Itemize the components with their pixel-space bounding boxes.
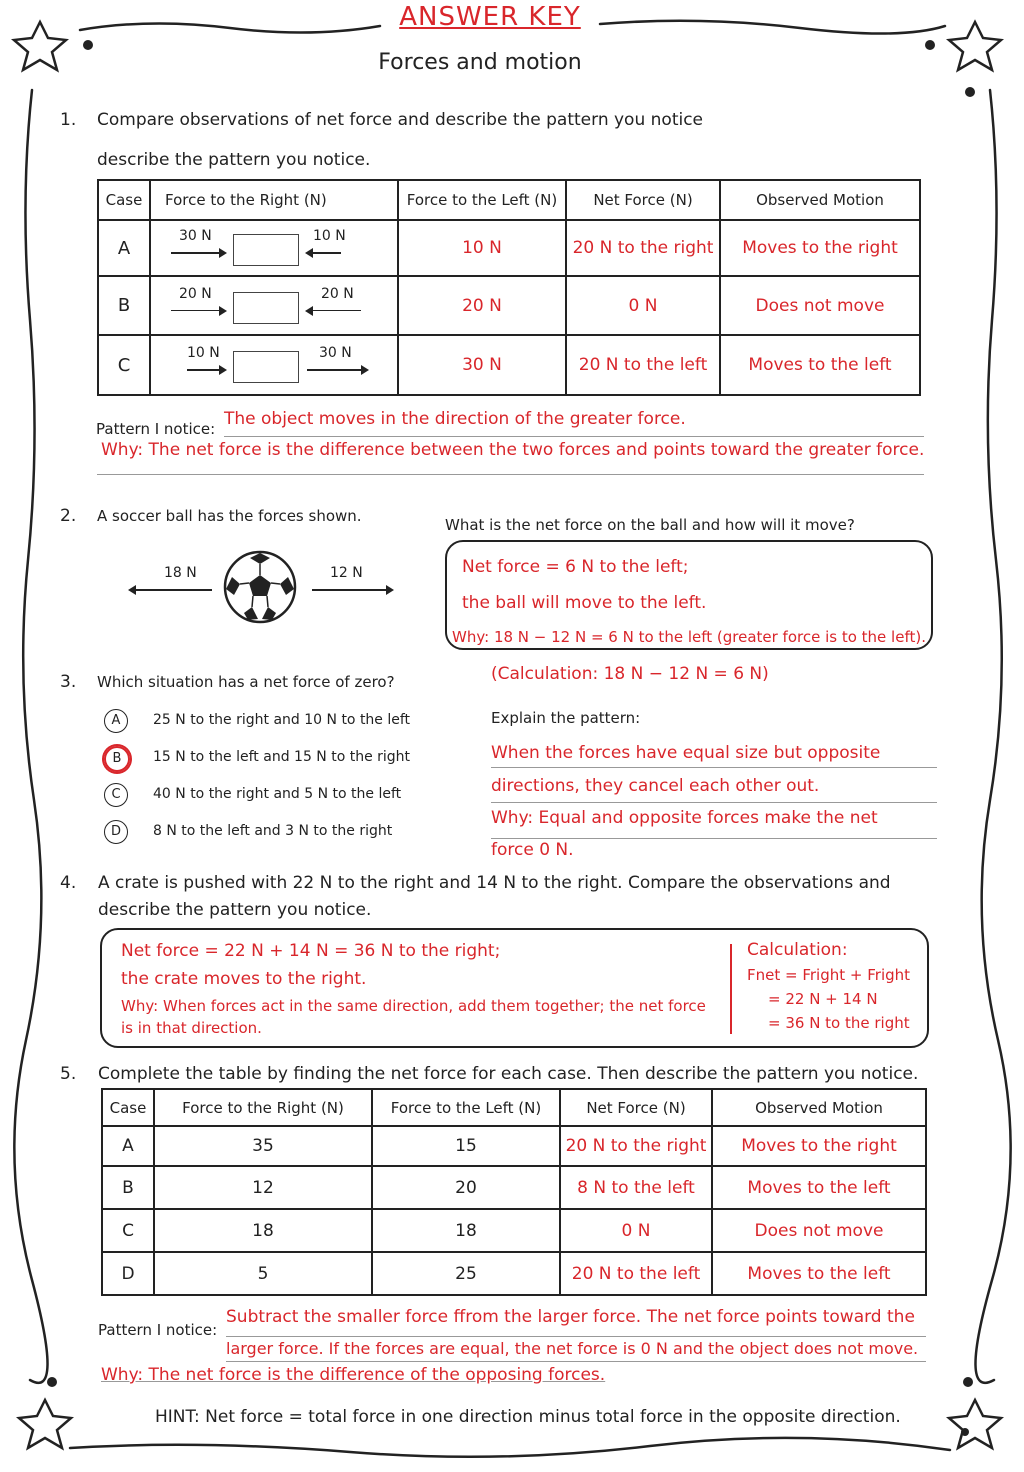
net-force-cell: 0 N xyxy=(560,1209,712,1252)
option-c-radio[interactable]: C xyxy=(104,783,128,807)
force-diagram-cell xyxy=(150,276,398,335)
column-header: Case xyxy=(102,1089,154,1126)
table-row xyxy=(98,276,920,335)
question-prompt: Which situation has a net force of zero? xyxy=(97,673,395,691)
right-force-cell: 12 xyxy=(154,1166,372,1209)
right-arrow-icon xyxy=(187,369,225,371)
case-cell: B xyxy=(102,1166,154,1209)
question-prompt: Compare observations of net force and describe the pattern you notice xyxy=(97,110,704,130)
left-force-cell: 18 xyxy=(372,1209,560,1252)
question-prompt: A soccer ball has the forces shown. xyxy=(97,507,362,525)
question-number: 5. xyxy=(60,1064,77,1084)
option-a-radio[interactable]: A xyxy=(104,709,128,733)
motion-cell: Moves to the left xyxy=(712,1166,926,1209)
net-force-cell: 20 N to the right xyxy=(566,220,720,276)
answer-line-2: the ball will move to the left. xyxy=(462,593,707,613)
question-prompt: Complete the table by finding the net force for each case. Then describe the pattern you notice. xyxy=(98,1064,919,1084)
right-arrow-icon xyxy=(307,369,367,371)
left-force-cell: 25 xyxy=(372,1252,560,1295)
why-line-1: Why: When forces act in the same direction, add them together; the net force xyxy=(121,997,706,1015)
pattern-label: Pattern I notice: xyxy=(98,1321,218,1339)
left-force-cell: 10 N xyxy=(398,220,566,276)
option-a-text: 25 N to the right and 10 N to the left xyxy=(153,712,411,728)
motion-cell: Moves to the right xyxy=(720,220,920,276)
force-diagram xyxy=(151,343,397,387)
explain-label: Explain the pattern: xyxy=(491,709,641,727)
why-line-2: is in that direction. xyxy=(121,1019,262,1037)
right-force-label: 10 N xyxy=(187,345,220,361)
left-force-cell: 20 xyxy=(372,1166,560,1209)
table-header-row xyxy=(98,180,920,220)
left-arrow-icon xyxy=(307,252,341,254)
force-diagram xyxy=(151,284,397,328)
explain-line-2: directions, they cancel each other out. xyxy=(491,776,820,796)
left-force-label: 30 N xyxy=(319,345,352,361)
motion-cell: Moves to the left xyxy=(712,1252,926,1295)
net-force-cell: 8 N to the left xyxy=(560,1166,712,1209)
option-b-text: 15 N to the left and 15 N to the right xyxy=(153,749,411,765)
calc-step-1: = 22 N + 14 N xyxy=(768,990,878,1008)
force-diagram xyxy=(151,226,397,270)
left-force-label: 10 N xyxy=(313,228,346,244)
case-cell: B xyxy=(98,276,150,335)
table-row xyxy=(102,1166,926,1209)
explain-line-1: When the forces have equal size but opposite xyxy=(491,743,881,763)
right-force-cell: 5 xyxy=(154,1252,372,1295)
table-row xyxy=(98,220,920,276)
motion-cell: Does not move xyxy=(720,276,920,335)
left-force-cell: 30 N xyxy=(398,335,566,395)
answer-line xyxy=(224,436,924,437)
left-force-cell: 15 xyxy=(372,1126,560,1166)
table-row xyxy=(102,1126,926,1166)
explain-line-4: force 0 N. xyxy=(491,840,574,860)
table-row xyxy=(102,1252,926,1295)
net-force-cell: 20 N to the left xyxy=(566,335,720,395)
why-answer: Why: The net force is the difference between the two forces and points toward the greater force. xyxy=(101,440,925,460)
page-title: Forces and motion xyxy=(378,50,582,75)
column-header: Case xyxy=(98,180,150,220)
pattern-label: Pattern I notice: xyxy=(96,420,216,438)
answer-key-heading: ANSWER KEY xyxy=(399,2,581,32)
explain-line-3: Why: Equal and opposite forces make the net xyxy=(491,808,878,828)
answer-line-2: the crate moves to the right. xyxy=(121,969,367,989)
why-answer: Why: The net force is the difference of the opposing forces. xyxy=(101,1365,606,1385)
hint-text: HINT: Net force = total force in one direction minus total force in the opposite direction. xyxy=(155,1407,901,1427)
case-cell: D xyxy=(102,1252,154,1295)
left-arrow-icon xyxy=(130,589,212,591)
right-force-label: 12 N xyxy=(330,565,363,581)
question-number: 1. xyxy=(60,110,77,130)
divider xyxy=(730,944,732,1034)
column-header: Net Force (N) xyxy=(566,180,720,220)
right-force-cell: 18 xyxy=(154,1209,372,1252)
right-force-label: 20 N xyxy=(179,285,212,302)
left-force-label: 20 N xyxy=(321,285,354,302)
left-force-label: 18 N xyxy=(164,565,197,581)
table-row xyxy=(98,335,920,395)
right-arrow-icon xyxy=(171,252,225,254)
column-header: Force to the Left (N) xyxy=(372,1089,560,1126)
left-arrow-icon xyxy=(307,310,361,312)
column-header: Observed Motion xyxy=(720,180,920,220)
soccer-ball-diagram xyxy=(120,545,410,635)
option-c-text: 40 N to the right and 5 N to the left xyxy=(153,786,402,802)
motion-cell: Moves to the right xyxy=(712,1126,926,1166)
case-cell: C xyxy=(102,1209,154,1252)
question-prompt-continued: describe the pattern you notice. xyxy=(98,900,372,920)
option-b-radio[interactable]: B xyxy=(104,746,130,772)
case-cell: A xyxy=(102,1126,154,1166)
net-force-cell: 20 N to the right xyxy=(560,1126,712,1166)
right-force-label: 30 N xyxy=(179,228,212,244)
answer-line xyxy=(491,802,937,803)
q5-table xyxy=(101,1088,927,1296)
case-cell: C xyxy=(98,335,150,395)
calc-formula: Fnet = Fright + Fright xyxy=(747,966,911,984)
right-force-cell: 35 xyxy=(154,1126,372,1166)
answer-line-1: Net force = 6 N to the left; xyxy=(462,557,689,577)
object-box xyxy=(233,351,299,383)
question-prompt-continued: describe the pattern you notice. xyxy=(97,150,371,170)
pattern-answer-2: larger force. If the forces are equal, the net force is 0 N and the object does not move. xyxy=(226,1339,919,1358)
motion-cell: Moves to the left xyxy=(720,335,920,395)
answer-line xyxy=(97,474,924,475)
column-header: Force to the Right (N) xyxy=(154,1089,372,1126)
right-arrow-icon xyxy=(171,310,225,312)
left-force-cell: 20 N xyxy=(398,276,566,335)
right-arrow-icon xyxy=(312,589,392,591)
option-d-radio[interactable]: D xyxy=(104,820,128,844)
soccer-ball-icon xyxy=(222,549,298,625)
question-prompt: A crate is pushed with 22 N to the right and 14 N to the right. Compare the observations and xyxy=(98,873,891,893)
calculation: (Calculation: 18 N − 12 N = 6 N) xyxy=(491,664,769,684)
question-number: 2. xyxy=(60,506,77,526)
answer-line-1: Net force = 22 N + 14 N = 36 N to the right; xyxy=(121,941,501,961)
calc-label: Calculation: xyxy=(747,940,848,960)
answer-line xyxy=(226,1336,926,1337)
answer-line xyxy=(226,1361,926,1362)
case-cell: A xyxy=(98,220,150,276)
column-header: Force to the Right (N) xyxy=(150,180,398,220)
pattern-answer-1: Subtract the smaller force ffrom the larger force. The net force points toward the xyxy=(226,1307,915,1327)
answer-line xyxy=(491,838,937,839)
question-text: What is the net force on the ball and how will it move? xyxy=(445,516,855,534)
calc-step-2: = 36 N to the right xyxy=(768,1014,910,1032)
object-box xyxy=(233,234,299,266)
motion-cell: Does not move xyxy=(712,1209,926,1252)
question-number: 3. xyxy=(60,672,77,692)
object-box xyxy=(233,292,299,324)
q1-table xyxy=(97,179,921,396)
net-force-cell: 20 N to the left xyxy=(560,1252,712,1295)
column-header: Observed Motion xyxy=(712,1089,926,1126)
column-header: Net Force (N) xyxy=(560,1089,712,1126)
column-header: Force to the Left (N) xyxy=(398,180,566,220)
net-force-cell: 0 N xyxy=(566,276,720,335)
force-diagram-cell xyxy=(150,335,398,395)
answer-line xyxy=(491,767,937,768)
why-answer: Why: 18 N − 12 N = 6 N to the left (greater force is to the left). xyxy=(452,628,926,646)
pattern-answer: The object moves in the direction of the greater force. xyxy=(224,409,686,429)
question-number: 4. xyxy=(60,873,77,893)
option-d-text: 8 N to the left and 3 N to the right xyxy=(153,823,393,839)
table-header-row xyxy=(102,1089,926,1126)
table-row xyxy=(102,1209,926,1252)
force-diagram-cell xyxy=(150,220,398,276)
